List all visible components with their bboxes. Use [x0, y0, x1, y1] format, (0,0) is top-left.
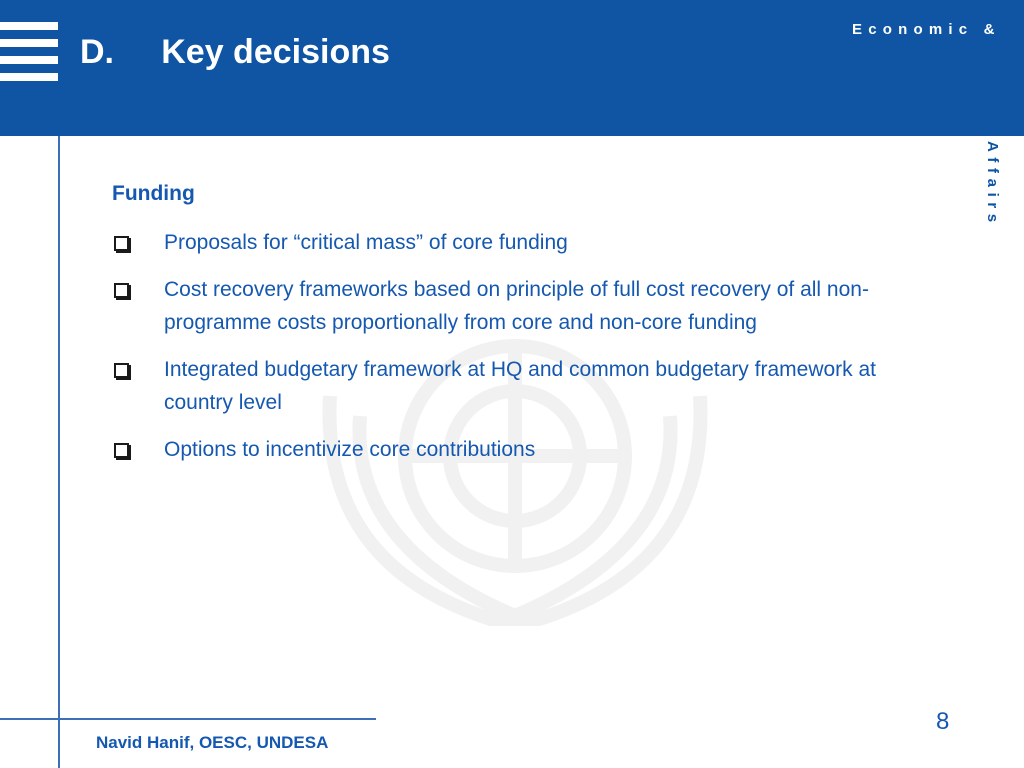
list-item — [112, 226, 947, 259]
checkbox-bullet-icon — [114, 443, 129, 458]
bullet-list — [112, 226, 947, 480]
page-number: 8 — [936, 708, 950, 735]
bullet-text: Integrated budgetary framework at HQ and common budgetary framework at country level — [164, 358, 877, 414]
list-item — [112, 433, 947, 466]
bullet-text: Options to incentivize core contributions — [164, 438, 536, 461]
brand-economic: Economic & — [852, 21, 1001, 38]
checkbox-bullet-icon — [114, 283, 129, 298]
header-bar — [0, 0, 1024, 136]
menu-icon[interactable] — [0, 22, 58, 82]
list-item — [112, 273, 947, 339]
left-vertical-rule — [58, 136, 60, 768]
section-heading: Funding — [112, 182, 195, 205]
bullet-text: Proposals for “critical mass” of core funding — [164, 231, 568, 254]
checkbox-bullet-icon — [114, 363, 129, 378]
list-item — [112, 353, 947, 419]
brand-social-affairs: Social Affairs — [984, 54, 1001, 228]
footer-horizontal-rule — [0, 718, 376, 720]
footer-author: Navid Hanif, OESC, UNDESA — [96, 733, 329, 752]
bullet-text: Cost recovery frameworks based on principle of full cost recovery of all non-programme costs proportionally from core and non-core funding — [164, 278, 869, 334]
slide-title: D. Key decisions — [80, 33, 390, 71]
checkbox-bullet-icon — [114, 236, 129, 251]
